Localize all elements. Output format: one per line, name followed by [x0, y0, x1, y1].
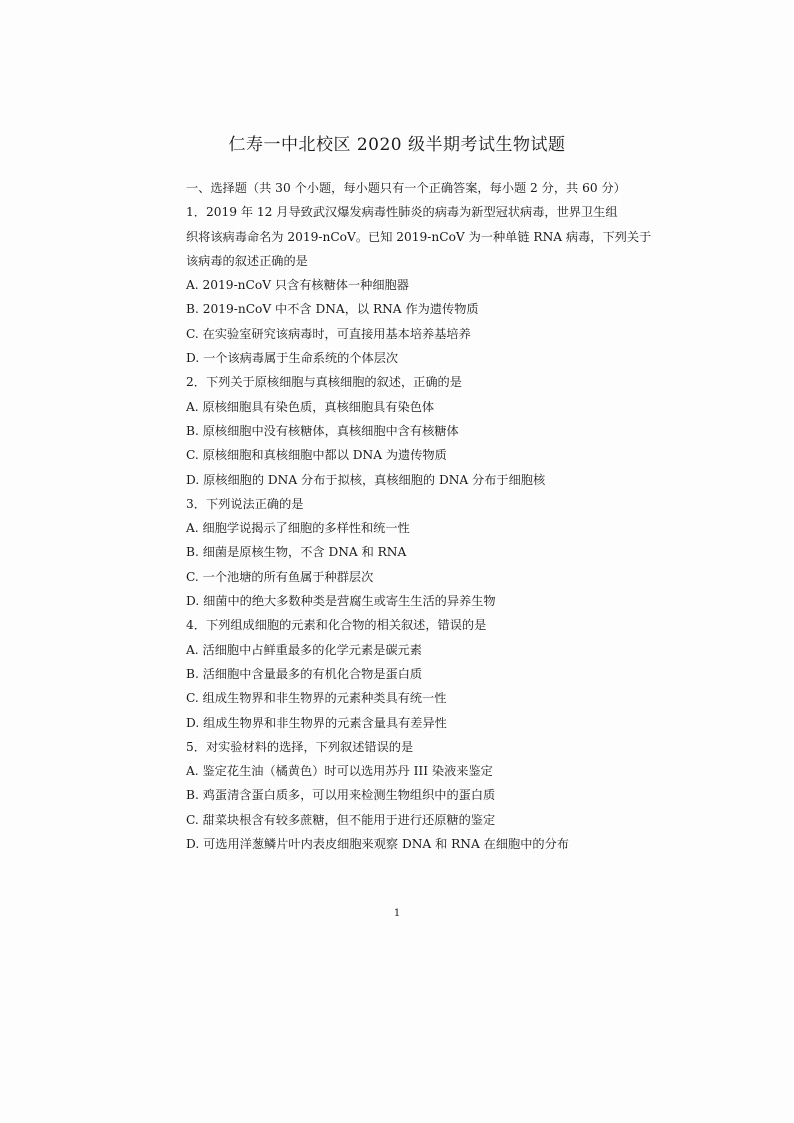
option-c: C. 在实验室研究该病毒时，可直接用基本培养基培养 — [186, 326, 471, 341]
question-stem-line: 该病毒的叙述正确的是 — [186, 253, 308, 268]
question-stem-line: 4．下列组成细胞的元素和化合物的相关叙述，错误的是 — [186, 618, 487, 633]
option-c: C. 甜菜块根含有较多蔗糖，但不能用于进行还原糖的鉴定 — [186, 812, 496, 827]
question-5 — [186, 735, 646, 856]
option-a: A. 活细胞中占鲜重最多的化学元素是碳元素 — [186, 642, 422, 657]
option-a: A. 鉴定花生油（橘黄色）时可以选用苏丹 III 染液来鉴定 — [186, 764, 493, 779]
question-4 — [186, 613, 646, 734]
exam-title: 仁寿一中北校区 2020 级半期考试生物试题 — [228, 135, 566, 155]
question-stem-line: 1．2019 年 12 月导致武汉爆发病毒性肺炎的病毒为新型冠状病毒，世界卫生组 — [186, 205, 618, 220]
option-c: C. 原核细胞和真核细胞中都以 DNA 为遗传物质 — [186, 448, 447, 463]
option-a: A. 原核细胞具有染色质，真核细胞具有染色体 — [186, 399, 435, 414]
question-stem-line: 3．下列说法正确的是 — [186, 496, 304, 511]
question-stem-line: 5．对实验材料的选择，下列叙述错误的是 — [186, 739, 414, 754]
option-a: A. 2019-nCoV 只含有核糖体一种细胞器 — [186, 278, 409, 293]
option-b: B. 2019-nCoV 中不含 DNA，以 RNA 作为遗传物质 — [186, 302, 479, 317]
section-heading: 一、选择题（共 30 个小题，每小题只有一个正确答案，每小题 2 分，共 60 分） — [186, 181, 626, 195]
option-c: C. 一个池塘的所有鱼属于种群层次 — [186, 569, 374, 584]
option-b: B. 鸡蛋清含蛋白质多，可以用来检测生物组织中的蛋白质 — [186, 788, 496, 803]
exam-content — [186, 176, 652, 856]
option-c: C. 组成生物界和非生物界的元素种类具有统一性 — [186, 691, 447, 706]
option-b: B. 活细胞中含量最多的有机化合物是蛋白质 — [186, 666, 423, 681]
option-d: D. 细菌中的绝大多数种类是营腐生或寄生生活的异养生物 — [186, 594, 496, 609]
option-b: B. 原核细胞中没有核糖体，真核细胞中含有核糖体 — [186, 423, 459, 438]
question-stem-line: 织将该病毒命名为 2019-nCoV。已知 2019-nCoV 为一种单链 RNA 病毒，下列关于 — [186, 229, 652, 244]
option-d: D. 组成生物界和非生物界的元素含量具有差异性 — [186, 715, 447, 730]
option-b: B. 细菌是原核生物，不含 DNA 和 RNA — [186, 545, 407, 560]
option-d: D. 原核细胞的 DNA 分布于拟核，真核细胞的 DNA 分布于细胞核 — [186, 472, 546, 487]
page-number: 1 — [393, 908, 401, 919]
question-stem-line: 2．下列关于原核细胞与真核细胞的叙述，正确的是 — [186, 375, 462, 390]
question-3 — [186, 492, 646, 613]
option-d: D. 一个该病毒属于生命系统的个体层次 — [186, 351, 399, 366]
question-1 — [186, 200, 652, 370]
option-a: A. 细胞学说揭示了细胞的多样性和统一性 — [186, 521, 410, 536]
option-d: D. 可选用洋葱鳞片叶内表皮细胞来观察 DNA 和 RNA 在细胞中的分布 — [186, 837, 569, 852]
question-2 — [186, 370, 646, 491]
